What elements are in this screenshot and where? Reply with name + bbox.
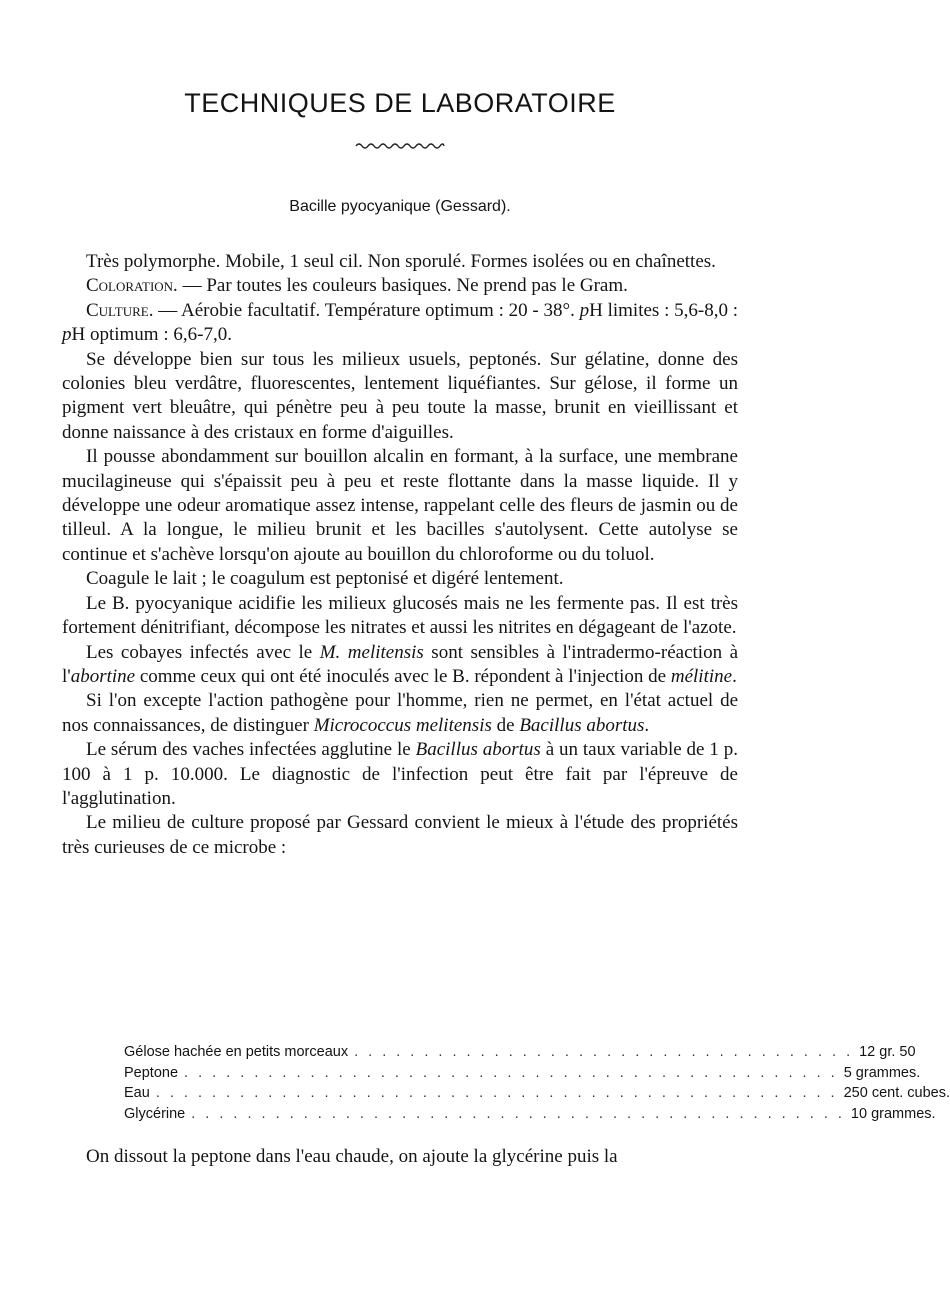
medium-row (124, 1104, 936, 1125)
paragraph-distinction (62, 689, 738, 738)
medium-row (124, 1063, 921, 1084)
culture-medium-table (124, 1042, 950, 1124)
text-run: Le sérum des vaches infectées agglutine le (86, 739, 416, 761)
leader-dots: . . . . . . . . . . . . . . . . . . . . . . . . . . . . . . . . . . . . . . . . . . . . . . . (184, 1064, 838, 1081)
italic-term: abortine (70, 665, 136, 687)
medium-ingredient: Glycérine (124, 1105, 186, 1122)
text-run: de (491, 714, 520, 736)
medium-ingredient: Gélose hachée en petits morceaux (124, 1044, 349, 1060)
page-title: TECHNIQUES DE LABORATOIRE (184, 88, 616, 118)
culture-text-c: H optimum : 6,6-7,0. (71, 324, 232, 346)
medium-ingredient: Peptone (124, 1064, 179, 1081)
paragraph-culture (62, 299, 738, 348)
paragraph-cobayes (62, 641, 738, 690)
paragraph-preparation: On dissout la peptone dans l'eau chaude, on ajoute la glycérine puis la (86, 1146, 618, 1167)
italic-term: mélitine (670, 665, 733, 687)
medium-quantity: 5 grammes. (843, 1064, 921, 1081)
italic-term: Bacillus abortus (415, 739, 541, 761)
text-run: Les cobayes infectés avec le (86, 641, 320, 663)
italic-term: Bacillus abortus (519, 714, 645, 736)
paragraph-coloration (62, 274, 738, 298)
ornament-divider (356, 142, 444, 150)
medium-row (124, 1083, 950, 1104)
text-run: Si l'on excepte l'action pathogène pour l'homme, rien ne permet, en l'état actuel de nos connaissances, de distinguer (62, 690, 738, 736)
paragraph-serum (62, 738, 738, 811)
text-run: . (644, 714, 650, 736)
leader-dots: . . . . . . . . . . . . . . . . . . . . . . . . . . . . . . . . . . . . . . . . . . . . . . . (191, 1105, 845, 1122)
culture-text-b: H limites : 5,6-8,0 : (589, 299, 738, 321)
ph-letter: p (62, 324, 72, 346)
italic-term: Micrococcus melitensis (313, 714, 492, 736)
medium-quantity: 12 gr. 50 (859, 1044, 916, 1060)
paragraph-bouillon: Il pousse abondamment sur bouillon alcalin en formant, à la surface, une membrane mucilagineuse qui s'épaissit peu à peu et reste flottante dans la masse liquide. Il y développe une odeur aromatique assez intense, rappelant celle des fleurs de jasmin ou de tilleul. A la longue, le milieu brunit et les bacilles s'autolysent. Cette autolyse se continue et s'achève lorsqu'on ajoute au bouillon du chloroforme ou du toluol. (62, 446, 738, 565)
text-run: sont sensibles à l'intradermo-réaction à l' (62, 641, 739, 687)
medium-ingredient: Eau (124, 1085, 150, 1101)
medium-quantity: 250 cent. cubes. (843, 1085, 950, 1101)
paragraph-milk: Coagule le lait ; le coagulum est peptonisé et digéré lentement. (86, 568, 564, 590)
text-run: . (732, 665, 737, 687)
paragraph-growth: Se développe bien sur tous les milieux usuels, peptonés. Sur gélatine, donne des colonies bleu verdâtre, fluorescentes, lentement liquéfiantes. Sur gélose, il forme un pigment vert bleuâtre, qui pénètre peu à peu toute la masse, brunit en vieillissant et donne naissance à des cristaux en forme d'aiguilles. (62, 348, 738, 443)
paragraph-morphology: Très polymorphe. Mobile, 1 seul cil. Non sporulé. Formes isolées ou en chaînettes. (86, 251, 716, 272)
paragraph-glucose: Le B. pyocyanique acidifie les milieux glucosés mais ne les fermente pas. Il est très fortement dénitrifiant, décompose les nitrates et aussi les nitrites en dégageant de l'azote. (62, 592, 738, 639)
italic-term: M. melitensis (319, 641, 424, 663)
body-text (62, 250, 738, 860)
coloration-label: Coloration. (86, 275, 178, 297)
medium-quantity: 10 grammes. (850, 1105, 936, 1122)
coloration-text: — Par toutes les couleurs basiques. Ne prend pas le Gram. (177, 275, 628, 297)
ph-letter: p (579, 299, 590, 321)
culture-label: Culture. (86, 299, 154, 321)
section-title: Bacille pyocyanique (Gessard). (289, 198, 511, 215)
paragraph-medium-intro: Le milieu de culture proposé par Gessard convient le mieux à l'étude des propriétés très curieuses de ce microbe : (62, 812, 738, 858)
text-run: comme ceux qui ont été inoculés avec le B. répondent à l'injection de (135, 665, 671, 687)
leader-dots: . . . . . . . . . . . . . . . . . . . . . . . . . . . . . . . . . . . . . . . . . . . . . . . . . (155, 1085, 838, 1101)
medium-row (124, 1042, 916, 1063)
text-run: à un taux variable de 1 p. 100 à 1 p. 10.000. Le diagnostic de l'infection peut être fait par l'épreuve de l'agglutination. (62, 739, 738, 809)
leader-dots: . . . . . . . . . . . . . . . . . . . . . . . . . . . . . . . . . . . . (354, 1044, 854, 1060)
culture-text-a: — Aérobie facultatif. Température optimum : 20 - 38°. (153, 299, 580, 321)
